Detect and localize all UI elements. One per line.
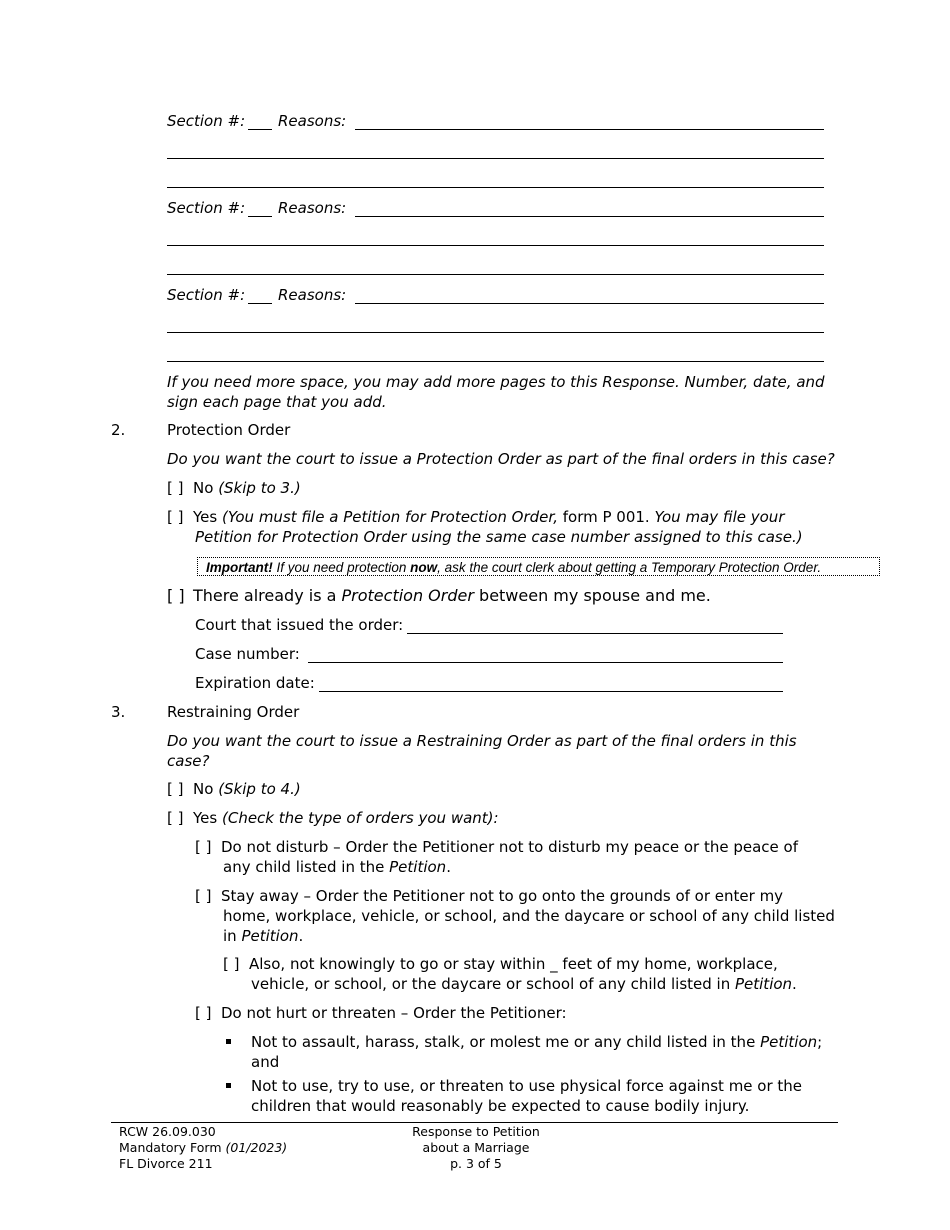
- important-notice: Important! If you need protection now, ask the court clerk about getting a Temporary Protection Order.: [197, 557, 880, 576]
- form-title-cont: about a Marriage: [422, 1140, 530, 1155]
- also-distance-option[interactable]: [ ] Also, not knowingly to go or stay within _ feet of my home, workplace,: [223, 955, 778, 973]
- item2-yes-option[interactable]: [ ] Yes (You must file a Petition for Protection Order, form P 001. You may file your: [167, 508, 785, 526]
- do-not-disturb-cont: any child listed in the Petition.: [223, 858, 451, 876]
- item2-number: 2.: [111, 421, 126, 439]
- section-label: Section #:: [167, 199, 246, 217]
- bullet-icon: [226, 1039, 231, 1044]
- page-number: p. 3 of 5: [450, 1156, 502, 1171]
- item3-question: Do you want the court to issue a Restraining Order as part of the final orders in this: [167, 732, 797, 750]
- checkbox[interactable]: [ ]: [195, 887, 212, 905]
- reasons-label: Reasons:: [278, 286, 347, 304]
- bullet-item-cont: and: [251, 1053, 280, 1071]
- reasons-field[interactable]: [355, 303, 824, 304]
- stay-away-option[interactable]: [ ] Stay away – Order the Petitioner not to go onto the grounds of or enter my: [195, 887, 784, 905]
- reasons-field-line[interactable]: [167, 274, 824, 275]
- footer-left: [119, 1124, 287, 1172]
- bullet-icon: [226, 1083, 231, 1088]
- stay-away-cont: home, workplace, vehicle, or school, and the daycare or school of any child listed: [223, 907, 835, 925]
- item3-question-cont: case?: [167, 752, 210, 770]
- section-number-field[interactable]: [248, 216, 272, 217]
- checkbox[interactable]: [ ]: [223, 955, 240, 973]
- checkbox[interactable]: [ ]: [195, 1004, 212, 1022]
- section-number-field[interactable]: [248, 303, 272, 304]
- bullet-item: Not to assault, harass, stalk, or molest me or any child listed in the Petition;: [251, 1033, 823, 1051]
- footer-center: [396, 1124, 556, 1172]
- reasons-field-line[interactable]: [167, 245, 824, 246]
- reasons-field-line[interactable]: [167, 332, 824, 333]
- court-field[interactable]: [407, 633, 783, 634]
- case-number-field[interactable]: [308, 662, 783, 663]
- item2-yes-note-cont: Petition for Protection Order using the same case number assigned to this case.): [195, 528, 803, 546]
- section-label: Section #:: [167, 112, 246, 130]
- item2-question: Do you want the court to issue a Protection Order as part of the final orders in this case?: [167, 450, 835, 468]
- checkbox[interactable]: [ ]: [167, 809, 184, 827]
- form-id: FL Divorce 211: [119, 1156, 213, 1171]
- reasons-field-line[interactable]: [167, 361, 824, 362]
- section-label: Section #:: [167, 286, 246, 304]
- stay-away-cont-2: in Petition.: [223, 927, 304, 945]
- reasons-field-line[interactable]: [167, 158, 824, 159]
- also-distance-cont: vehicle, or school, or the daycare or school of any child listed in Petition.: [251, 975, 797, 993]
- item3-heading: Restraining Order: [167, 703, 300, 721]
- item3-no-option[interactable]: [ ] No (Skip to 4.): [167, 780, 301, 798]
- case-number-label: Case number:: [195, 645, 300, 663]
- reasons-field[interactable]: [355, 129, 824, 130]
- expiration-field[interactable]: [319, 691, 783, 692]
- mandatory-form-line: Mandatory Form (01/2023): [119, 1140, 288, 1155]
- checkbox[interactable]: [ ]: [167, 780, 184, 798]
- item3-yes-option[interactable]: [ ] Yes (Check the type of orders you want):: [167, 809, 499, 827]
- footer-rule: [111, 1122, 838, 1123]
- more-space-note: If you need more space, you may add more pages to this Response. Number, date, and sign each page that you add.: [167, 373, 825, 411]
- item2-existing-option[interactable]: [ ] There already is a Protection Order between my spouse and me.: [167, 586, 711, 605]
- item3-number: 3.: [111, 703, 126, 721]
- section-number-field[interactable]: [248, 129, 272, 130]
- checkbox[interactable]: [ ]: [167, 508, 184, 526]
- do-not-disturb-option[interactable]: [ ] Do not disturb – Order the Petitioner not to disturb my peace or the peace of: [195, 838, 799, 856]
- court-label: Court that issued the order:: [195, 616, 404, 634]
- item2-no-option[interactable]: [ ] No (Skip to 3.): [167, 479, 301, 497]
- do-not-hurt-option[interactable]: [ ] Do not hurt or threaten – Order the Petitioner:: [195, 1004, 567, 1022]
- reasons-field-line[interactable]: [167, 187, 824, 188]
- checkbox[interactable]: [ ]: [167, 586, 185, 605]
- reasons-label: Reasons:: [278, 112, 347, 130]
- bullet-item-cont: children that would reasonably be expected to cause bodily injury.: [251, 1097, 750, 1115]
- expiration-label: Expiration date:: [195, 674, 315, 692]
- reasons-field[interactable]: [355, 216, 824, 217]
- item2-heading: Protection Order: [167, 421, 291, 439]
- checkbox[interactable]: [ ]: [195, 838, 212, 856]
- checkbox[interactable]: [ ]: [167, 479, 184, 497]
- bullet-item: Not to use, try to use, or threaten to use physical force against me or the: [251, 1077, 803, 1095]
- statute: RCW 26.09.030: [119, 1124, 216, 1139]
- reasons-label: Reasons:: [278, 199, 347, 217]
- form-title: Response to Petition: [412, 1124, 540, 1139]
